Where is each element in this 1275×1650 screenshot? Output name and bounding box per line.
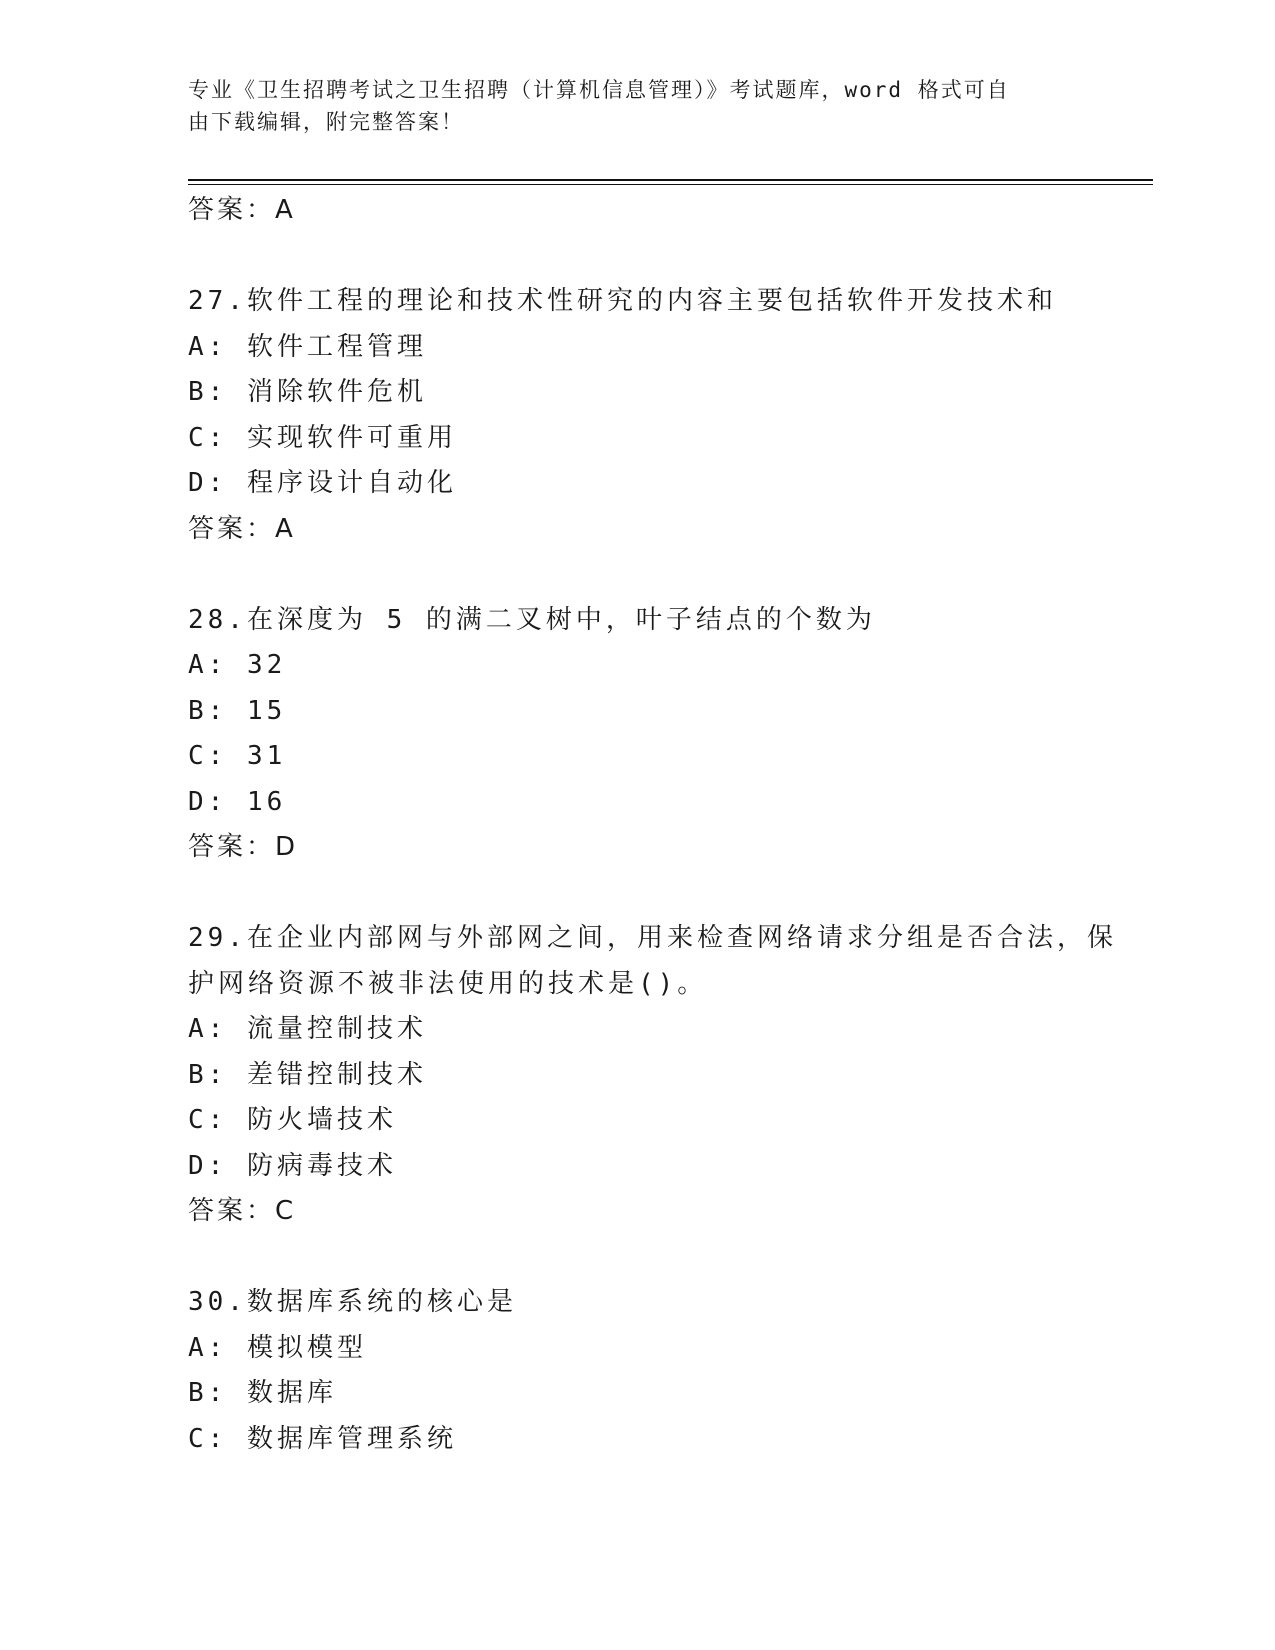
option-a: A: 32 (188, 650, 287, 680)
option-c: C: 数据库管理系统 (188, 1423, 457, 1454)
question-list (188, 188, 1117, 1462)
spacer (188, 871, 1088, 917)
question-stem-line-2: 护网络资源不被非法使用的技术是()。 (188, 968, 708, 999)
option-b: B: 差错控制技术 (188, 1059, 427, 1090)
question-28 (188, 598, 1088, 871)
question-number: 29. (188, 923, 247, 953)
header-line-1: 专业《卫生招聘考试之卫生招聘（计算机信息管理）》考试题库，word 格式可自 (188, 78, 1010, 102)
option-c: C: 31 (188, 741, 287, 771)
question-text: 在企业内部网与外部网之间，用来检查网络请求分组是否合法，保 (246, 923, 1117, 953)
question-number: 28. (188, 604, 247, 635)
question-text: 在深度为 5 的满二叉树中，叶子结点的个数为 (246, 604, 876, 635)
option-a: A: 流量控制技术 (188, 1014, 427, 1044)
question-text: 软件工程的理论和技术性研究的内容主要包括软件开发技术和 (246, 286, 1057, 316)
spacer (188, 552, 1088, 598)
option-b: B: 消除软件危机 (188, 377, 427, 407)
question-29 (188, 916, 1117, 1235)
question-27 (188, 279, 1088, 552)
option-d: D: 16 (188, 786, 287, 817)
question-stem (188, 598, 1088, 644)
question-number: 30. (188, 1287, 247, 1317)
header-line-2: 由下载编辑，附完整答案！ (188, 110, 464, 134)
question-text: 数据库系统的核心是 (246, 1287, 517, 1317)
option-b: B: 15 (188, 695, 287, 726)
question-stem (188, 279, 1088, 325)
question-stem (188, 1280, 1088, 1326)
option-b: B: 数据库 (188, 1378, 337, 1408)
answer-line: 答案：D (188, 832, 299, 862)
document-header (188, 74, 1088, 138)
option-a: A: 软件工程管理 (188, 331, 427, 362)
option-a: A: 模拟模型 (188, 1332, 367, 1363)
answer-line: 答案：A (188, 195, 296, 225)
option-c: C: 防火墙技术 (188, 1105, 397, 1135)
question-30 (188, 1280, 1088, 1462)
question-stem-line-1 (188, 916, 1117, 962)
option-d: D: 防病毒技术 (188, 1150, 397, 1181)
answer-line: 答案：C (188, 1196, 297, 1226)
question-number: 27. (188, 286, 247, 316)
answer-line: 答案：A (188, 513, 296, 544)
header-rule-thick (188, 179, 1153, 181)
option-d: D: 程序设计自动化 (188, 468, 457, 498)
spacer (188, 1235, 1088, 1281)
header-rule-thin (188, 184, 1153, 185)
option-c: C: 实现软件可重用 (188, 422, 457, 453)
spacer (188, 234, 1088, 280)
